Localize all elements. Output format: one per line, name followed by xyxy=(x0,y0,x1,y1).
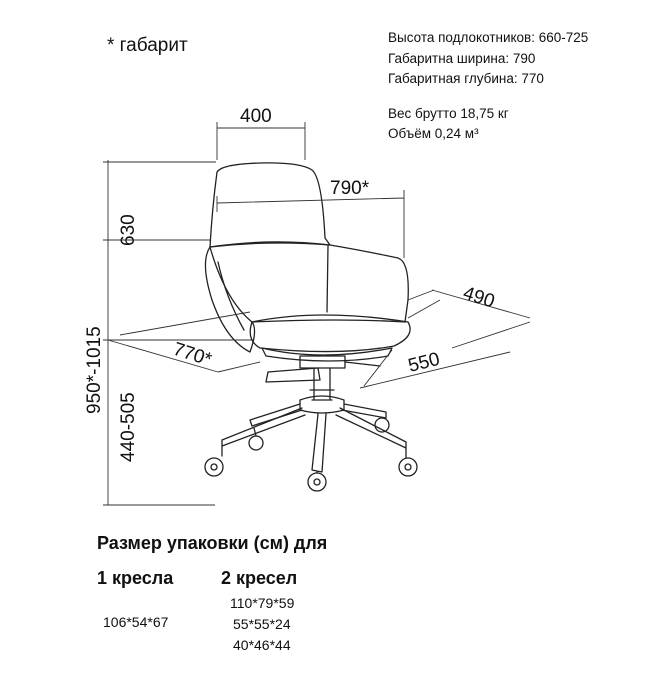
chair-mechanism xyxy=(300,356,345,368)
dim-overall-width: 790* xyxy=(330,178,370,199)
dim-backrest-width: 400 xyxy=(240,106,272,127)
chair-gas-lift xyxy=(310,368,334,400)
overall-depth-spec: Габаритная глубина: 770 xyxy=(388,71,544,86)
one-chair-label: 1 кресла xyxy=(97,568,174,588)
dim-seat-depth: 490 xyxy=(460,282,498,313)
dimension-note: * габарит xyxy=(107,35,188,56)
gross-weight-spec: Вес брутто 18,75 кг xyxy=(388,105,509,121)
dim-backrest-height: 630 xyxy=(118,214,139,246)
two-chairs-size-2: 55*55*24 xyxy=(233,616,291,632)
chair-body xyxy=(210,242,408,322)
dim-overall-depth: 770* xyxy=(170,338,215,371)
volume-spec: Объём 0,24 м³ xyxy=(388,126,479,141)
armrest-height-spec: Высота подлокотников: 660-725 xyxy=(388,30,589,45)
dim-total-height: 950*-1015 xyxy=(84,326,105,414)
chair-castors xyxy=(205,418,417,491)
overall-width-spec: Габаритна ширина: 790 xyxy=(388,50,536,66)
dim-seat-height: 440-505 xyxy=(118,392,139,462)
dim-seat-width: 550 xyxy=(406,348,442,377)
two-chairs-size-3: 40*46*44 xyxy=(233,637,291,653)
two-chairs-label: 2 кресел xyxy=(221,568,298,588)
packaging-title: Размер упаковки (см) для xyxy=(97,533,328,553)
chair-base xyxy=(222,396,406,472)
one-chair-size: 106*54*67 xyxy=(103,614,169,630)
two-chairs-size-1: 110*79*59 xyxy=(230,595,295,611)
chair-backrest xyxy=(210,163,330,247)
